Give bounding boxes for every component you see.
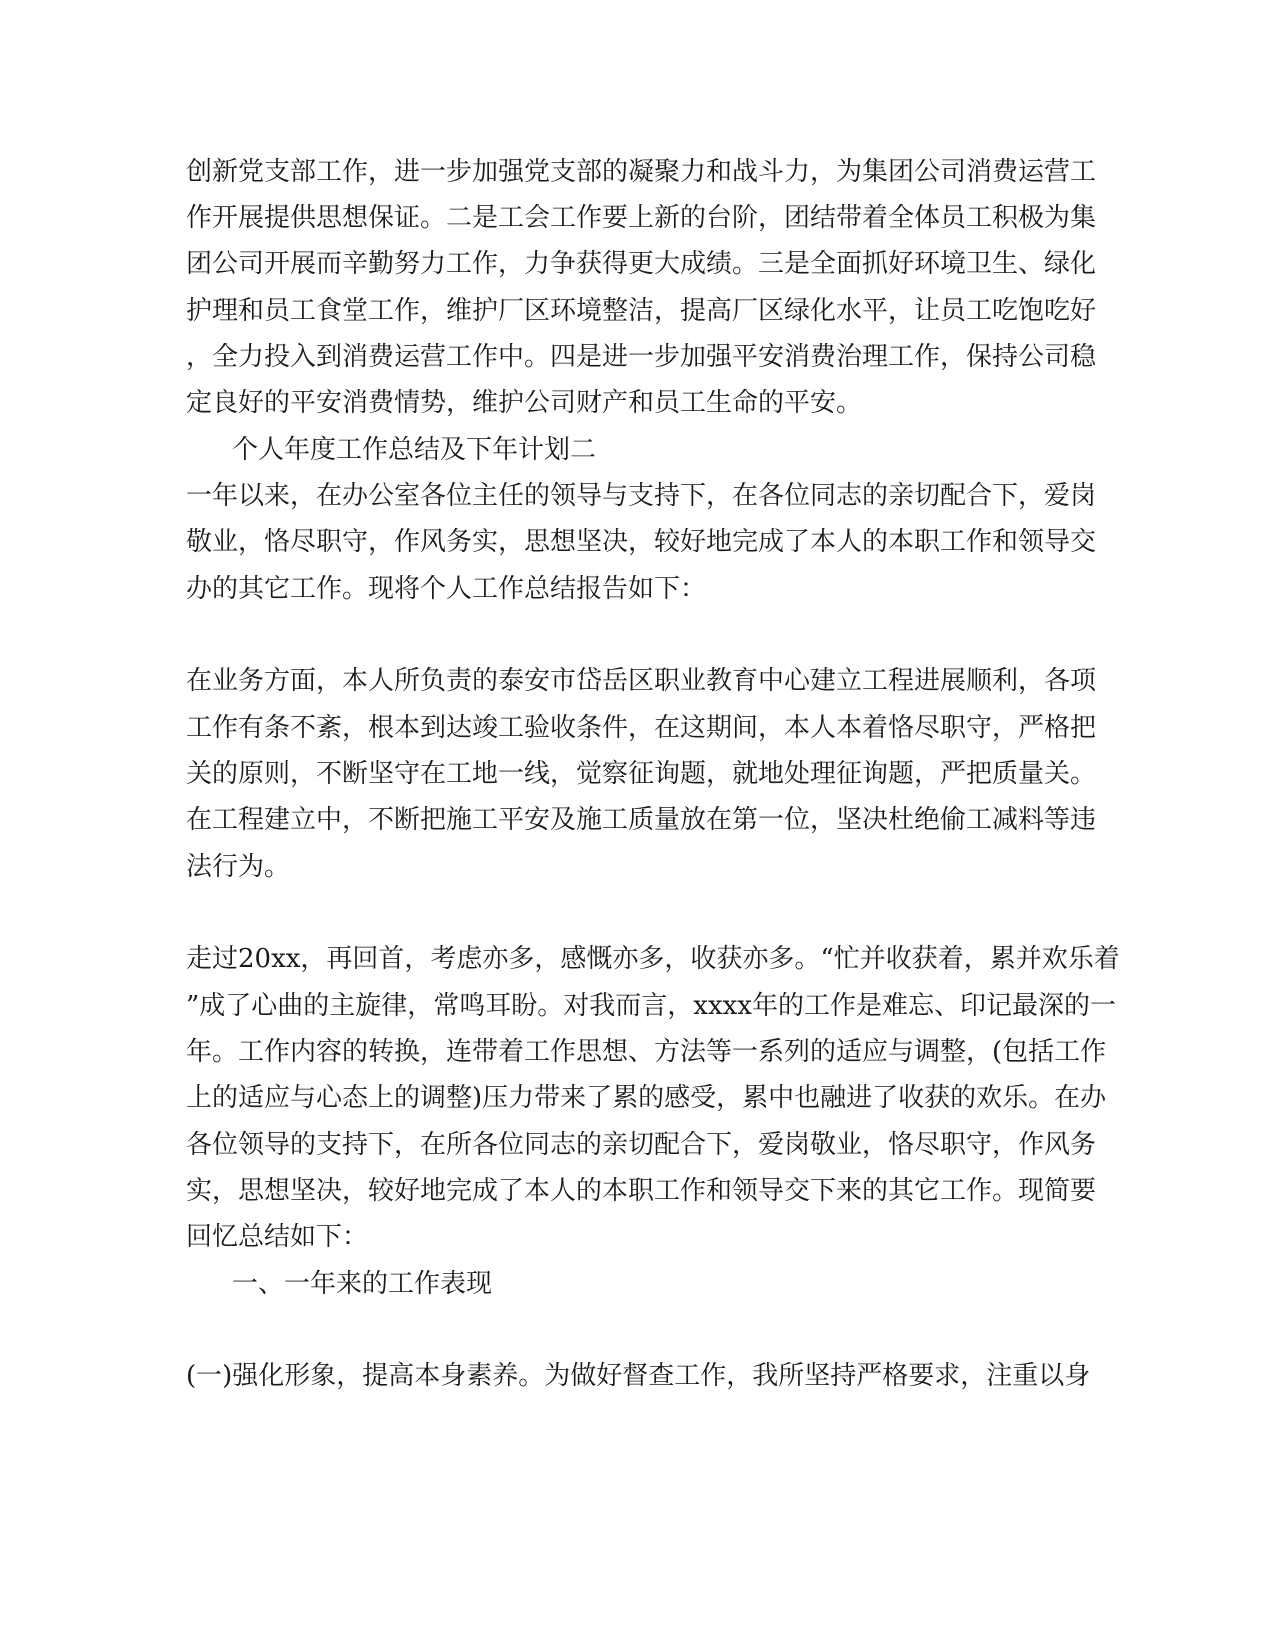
text-line: 一年以来，在办公室各位主任的领导与支持下，在各位同志的亲切配合下，爱岗 <box>186 481 1097 511</box>
text-line: ”成了心曲的主旋律，常鸣耳盼。对我而言，xxxx年的工作是难忘、印记最深的一 <box>186 991 1116 1021</box>
text-line: 作开展提供思想保证。二是工会工作要上新的台阶，团结带着全体员工积极为集 <box>186 203 1097 233</box>
section-heading: 一、一年来的工作表现 <box>232 1269 493 1299</box>
text-line: ，全力投入到消费运营工作中。四是进一步加强平安消费治理工作，保持公司稳 <box>186 342 1097 372</box>
text-line: 回忆总结如下： <box>186 1222 369 1252</box>
text-line: 护理和员工食堂工作，维护厂区环境整洁，提高厂区绿化水平，让员工吃饱吃好 <box>186 296 1097 326</box>
text-line: (一)强化形象，提高本身素养。为做好督查工作，我所坚持严格要求，注重以身 <box>186 1361 1091 1391</box>
text-line: 走过20xx，再回首，考虑亦多，感慨亦多，收获亦多。“忙并收获着，累并欢乐着 <box>186 944 1120 974</box>
text-line: 关的原则，不断坚守在工地一线，觉察征询题，就地处理征询题，严把质量关。 <box>186 759 1097 789</box>
text-line: 法行为。 <box>186 852 291 882</box>
text-line: 上的适应与心态上的调整)压力带来了累的感受，累中也融进了收获的欢乐。在办 <box>186 1083 1107 1113</box>
text-line: 各位领导的支持下，在所各位同志的亲切配合下，爱岗敬业，恪尽职守，作风务 <box>186 1130 1097 1160</box>
text-line: 在业务方面，本人所负责的泰安市岱岳区职业教育中心建立工程进展顺利，各项 <box>186 666 1097 696</box>
text-line: 定良好的平安消费情势，维护公司财产和员工生命的平安。 <box>186 388 863 418</box>
text-line: 创新党支部工作，进一步加强党支部的凝聚力和战斗力，为集团公司消费运营工 <box>186 157 1097 187</box>
text-line: 工作有条不紊，根本到达竣工验收条件，在这期间，本人本着恪尽职守，严格把 <box>186 713 1097 743</box>
text-line: 年。工作内容的转换，连带着工作思想、方法等一系列的适应与调整，(包括工作 <box>186 1037 1107 1067</box>
text-line: 团公司开展而辛勤努力工作，力争获得更大成绩。三是全面抓好环境卫生、绿化 <box>186 249 1097 279</box>
section-heading: 个人年度工作总结及下年计划二 <box>232 435 597 465</box>
text-line: 办的其它工作。现将个人工作总结报告如下： <box>186 574 707 604</box>
text-line: 敬业，恪尽职守，作风务实，思想坚决，较好地完成了本人的本职工作和领导交 <box>186 527 1097 557</box>
text-line: 实，思想坚决，较好地完成了本人的本职工作和领导交下来的其它工作。现简要 <box>186 1176 1097 1206</box>
text-line: 在工程建立中，不断把施工平安及施工质量放在第一位，坚决杜绝偷工减料等违 <box>186 805 1097 835</box>
